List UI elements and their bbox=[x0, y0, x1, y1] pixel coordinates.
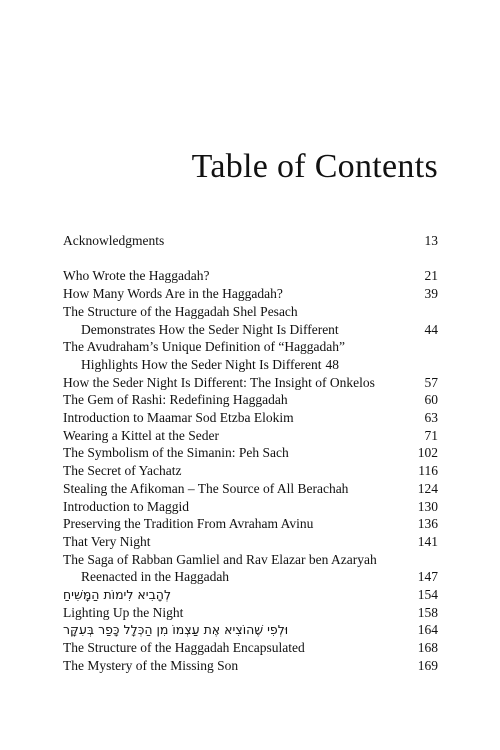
page-number: 13 bbox=[424, 233, 438, 248]
entry-title: The Saga of Rabban Gamliel and Rav Elazar ben Azaryah bbox=[63, 551, 377, 567]
page-number: 21 bbox=[424, 268, 438, 284]
entry-title: That Very Night bbox=[63, 533, 151, 549]
page-number: 63 bbox=[424, 410, 438, 426]
page-number: 130 bbox=[417, 498, 438, 514]
entry-title-continued bbox=[63, 356, 438, 374]
toc-entry bbox=[63, 462, 438, 480]
entry-title: The Structure of the Haggadah Encapsulated bbox=[63, 640, 305, 656]
entry-title-continued: Demonstrates How the Seder Night Is Different bbox=[81, 321, 339, 337]
page-number: 60 bbox=[424, 392, 438, 408]
toc-entry bbox=[63, 586, 438, 604]
entry-title: The Symbolism of the Simanin: Peh Sach bbox=[63, 445, 289, 461]
entry-title: How Many Words Are in the Haggadah? bbox=[63, 286, 283, 302]
toc-entry bbox=[63, 374, 438, 392]
page-number: 57 bbox=[424, 374, 438, 390]
page-number: 147 bbox=[417, 569, 438, 585]
page-number: 116 bbox=[418, 463, 438, 479]
page-number: 169 bbox=[417, 657, 438, 673]
toc-entry bbox=[63, 551, 438, 586]
page-number: 71 bbox=[424, 427, 438, 443]
toc-entry bbox=[63, 409, 438, 427]
page-number: 44 bbox=[424, 321, 438, 337]
toc-entry bbox=[63, 427, 438, 445]
entry-title: Introduction to Maggid bbox=[63, 498, 189, 514]
page-number: 102 bbox=[417, 445, 438, 461]
toc-entry bbox=[63, 285, 438, 303]
page-number: 141 bbox=[417, 533, 438, 549]
toc-entry bbox=[63, 391, 438, 409]
toc-entry bbox=[63, 444, 438, 462]
toc-entry bbox=[63, 267, 438, 285]
toc-entry bbox=[63, 533, 438, 551]
toc-entry bbox=[63, 657, 438, 675]
table-of-contents bbox=[63, 232, 438, 675]
entry-title: The Avudraham’s Unique Definition of “Haggadah” bbox=[63, 339, 346, 355]
entry-title: Who Wrote the Haggadah? bbox=[63, 268, 210, 284]
page-number: 124 bbox=[417, 480, 438, 496]
page-number: 48 bbox=[325, 356, 339, 372]
entry-title: The Gem of Rashi: Redefining Haggadah bbox=[63, 392, 288, 408]
page-number: 39 bbox=[424, 286, 438, 302]
entry-title-hebrew bbox=[63, 621, 438, 639]
toc-entry bbox=[63, 604, 438, 622]
entry-title: Preserving the Tradition From Avraham Avinu bbox=[63, 516, 314, 532]
toc-entry bbox=[63, 621, 438, 639]
hebrew-title: וּלְפִי שֶׁהוֹצִיא אֶת עַצְמוֹ מִן הַכְּלָל כָּפַר בְּעִקָּר bbox=[63, 622, 289, 638]
toc-entry bbox=[63, 498, 438, 516]
entry-title: The Mystery of the Missing Son bbox=[63, 657, 239, 673]
entry-title: Acknowledgments bbox=[63, 233, 165, 248]
toc-entry bbox=[63, 515, 438, 533]
entry-title: Stealing the Afikoman – The Source of All Berachah bbox=[63, 480, 349, 496]
page-number: 154 bbox=[417, 587, 438, 603]
page-title: Table of Contents bbox=[191, 148, 438, 185]
entry-title-continued: Reenacted in the Haggadah bbox=[81, 569, 230, 585]
toc-entry bbox=[63, 303, 438, 338]
page-number: 158 bbox=[417, 604, 438, 620]
entry-title: Introduction to Maamar Sod Etzba Elokim bbox=[63, 410, 294, 426]
entry-title: The Structure of the Haggadah Shel Pesach bbox=[63, 303, 298, 319]
entry-title-continued-text: Highlights How the Seder Night Is Different bbox=[81, 356, 322, 372]
toc-entry bbox=[63, 639, 438, 657]
entry-title: The Secret of Yachatz bbox=[63, 463, 182, 479]
toc-entry bbox=[63, 338, 438, 373]
page-number: 136 bbox=[417, 516, 438, 532]
entry-title-hebrew bbox=[63, 586, 438, 604]
toc-entry bbox=[63, 480, 438, 498]
toc-entry bbox=[63, 232, 438, 250]
hebrew-title: לְהָבִיא לִימוֹת הַמָּשִׁיחַ bbox=[63, 587, 172, 603]
page-number: 164 bbox=[417, 622, 438, 638]
entry-title: Wearing a Kittel at the Seder bbox=[63, 427, 219, 443]
entry-title: How the Seder Night Is Different: The Insight of Onkelos bbox=[63, 374, 375, 390]
entry-title: Lighting Up the Night bbox=[63, 604, 184, 620]
page-number: 168 bbox=[417, 640, 438, 656]
